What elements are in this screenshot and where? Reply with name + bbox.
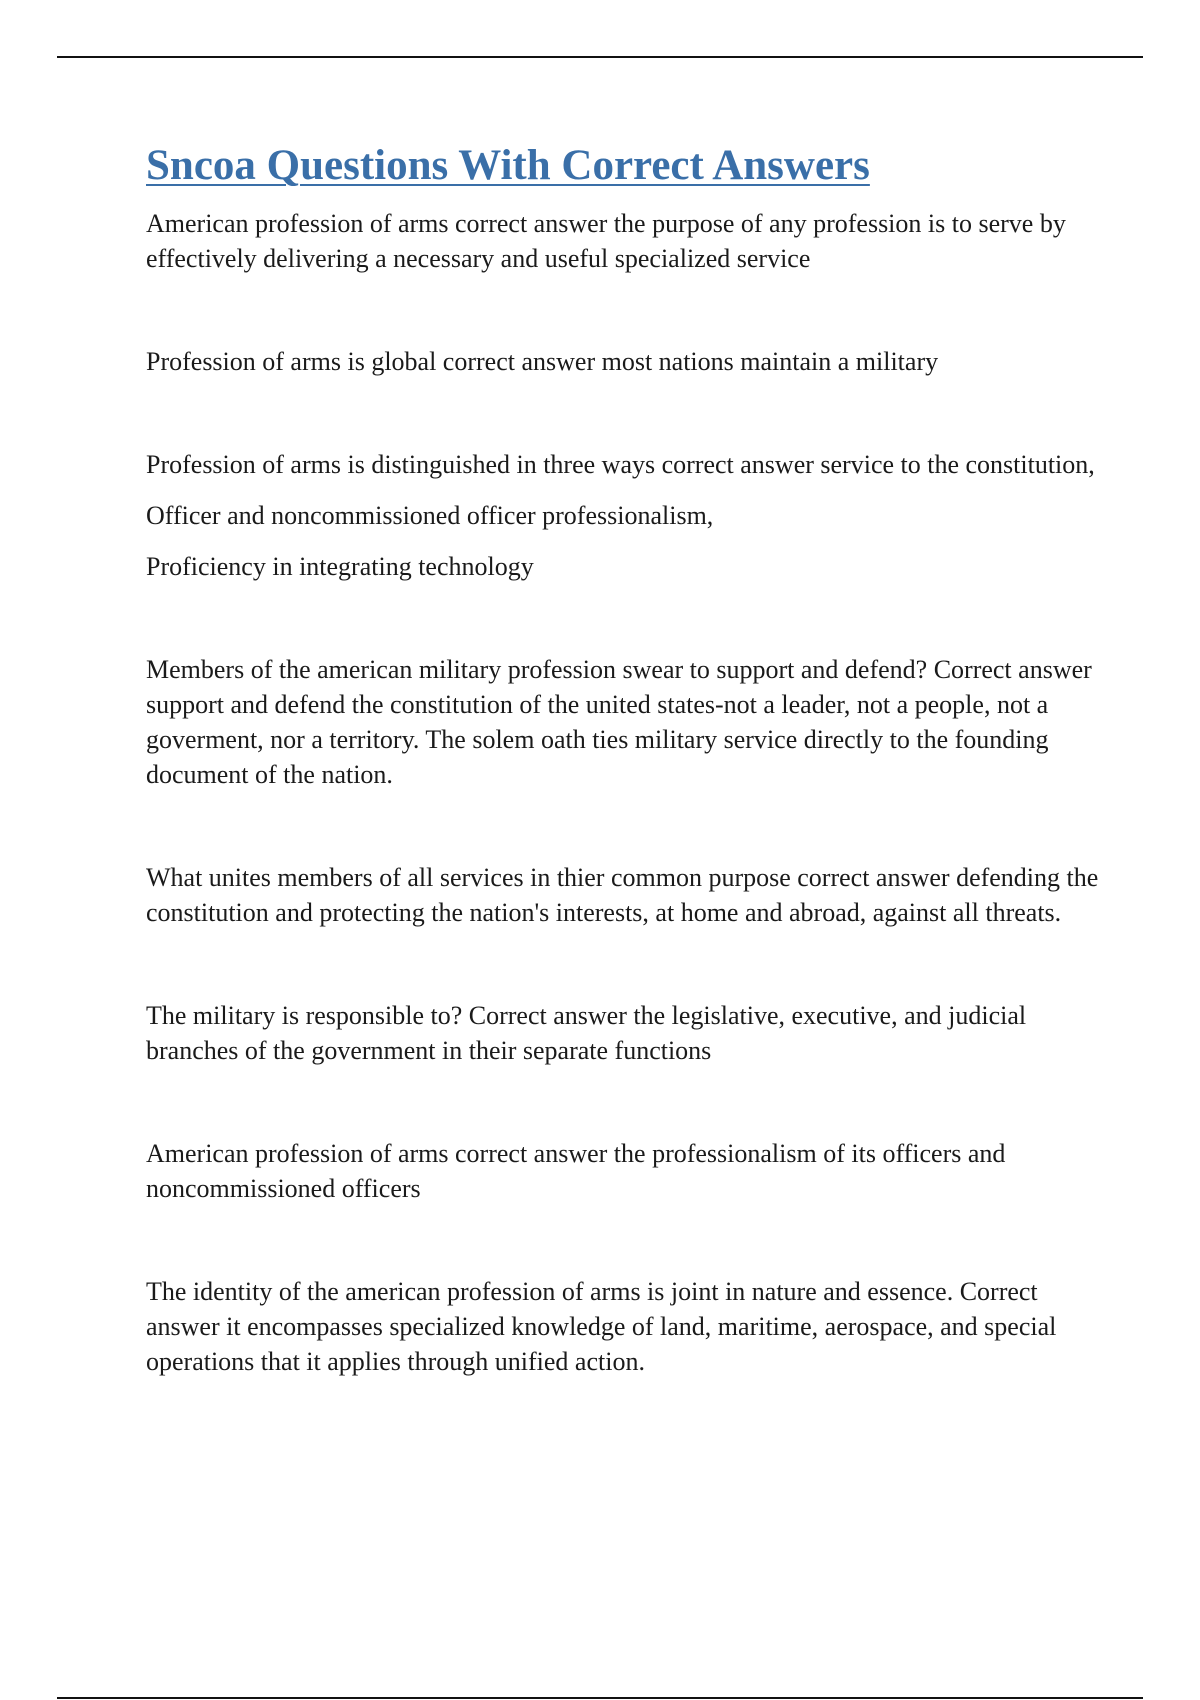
qa-entry-3 bbox=[146, 447, 1106, 584]
qa-entry-2 bbox=[146, 344, 1106, 379]
qa-entry-8 bbox=[146, 1274, 1106, 1379]
qa-paragraph: Profession of arms is global correct answer most nations maintain a military bbox=[146, 346, 939, 376]
qa-entry-5 bbox=[146, 860, 1106, 930]
top-horizontal-rule bbox=[57, 56, 1143, 58]
qa-entry-6 bbox=[146, 998, 1106, 1068]
qa-paragraph: Officer and noncommissioned officer professionalism, bbox=[146, 500, 714, 530]
bottom-horizontal-rule bbox=[57, 1697, 1143, 1699]
qa-entry-7 bbox=[146, 1136, 1106, 1206]
qa-paragraph: Profession of arms is distinguished in three ways correct answer service to the constitution, bbox=[146, 449, 1095, 479]
qa-paragraph: Members of the american military profession swear to support and defend? Correct answer support and defend the constitution of the united states-not a leader, not a people, not a goverment, nor a territory. The solem oath ties military service directly to the founding document of the nation. bbox=[146, 654, 1092, 789]
qa-paragraph: American profession of arms correct answer the professionalism of its officers and noncommissioned officers bbox=[146, 1138, 1006, 1203]
document-body bbox=[146, 140, 1106, 1379]
qa-paragraph: American profession of arms correct answer the purpose of any profession is to serve by effectively delivering a necessary and useful specialized service bbox=[146, 208, 1066, 273]
qa-paragraph: What unites members of all services in thier common purpose correct answer defending the constitution and protecting the nation's interests, at home and abroad, against all threats. bbox=[146, 862, 1099, 927]
qa-paragraph: The identity of the american profession of arms is joint in nature and essence. Correct answer it encompasses specialized knowledge of land, maritime, aerospace, and special operations that it applies through unified action. bbox=[146, 1276, 1057, 1376]
qa-entry-1 bbox=[146, 206, 1106, 276]
qa-paragraph: Proficiency in integrating technology bbox=[146, 551, 534, 581]
qa-entry-4 bbox=[146, 652, 1106, 792]
document-title: Sncoa Questions With Correct Answers bbox=[146, 142, 870, 189]
qa-paragraph: The military is responsible to? Correct answer the legislative, executive, and judicial branches of the government in their separate functions bbox=[146, 1000, 1027, 1065]
